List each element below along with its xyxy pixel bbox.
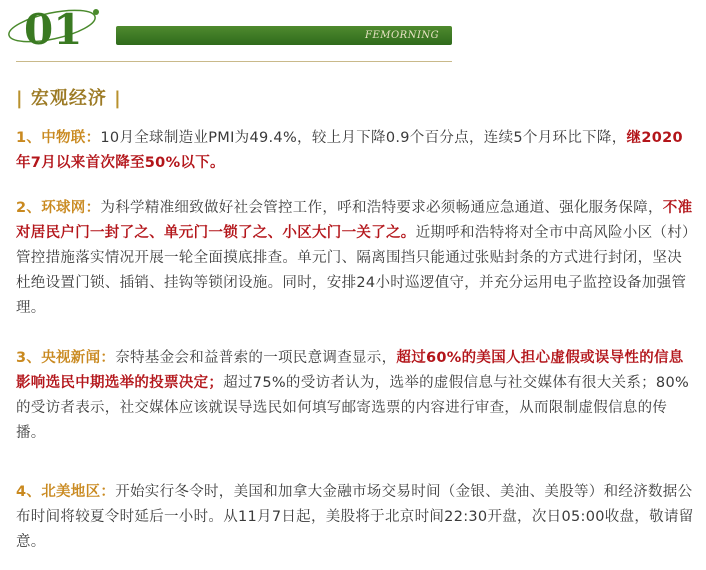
header-divider (16, 61, 452, 62)
section-number: 01 (24, 5, 83, 52)
news-item-4 (16, 480, 696, 555)
news-source: 4、北美地区： (16, 484, 116, 500)
section-number-logo (8, 0, 108, 52)
news-source: 2、环球网： (16, 200, 101, 216)
news-text-cont: 近期呼和浩特将对全市中高风险小区（村）管控措施落实情况开展一轮全面摸底排查。单元门、隔离围挡只能通过张贴封条的方式进行封闭，坚决杜绝设置门锁、插销、挂钩等锁闭设施。同时，安排24小时巡逻值守，并充分运用电子监控设备加强管理。 (16, 225, 690, 316)
news-item-3 (16, 346, 696, 446)
news-text: 10月全球制造业PMI为49.4%，较上月下降0.9个百分点，连续5个月环比下降， (100, 130, 627, 146)
news-source: 1、中物联： (16, 130, 101, 146)
title-text: 宏观经济 (30, 88, 107, 109)
news-text: 奈特基金会和益普索的一项民意调查显示， (115, 350, 397, 366)
news-text: 为科学精准细致做好社会管控工作，呼和浩特要求必须畅通应急通道、强化服务保障， (100, 200, 663, 216)
news-highlight: 超过60%的美国人担心虚假或误导性的信息影响选民中期选举的投票决定； (16, 350, 684, 391)
title-bar-right: | (114, 88, 122, 109)
title-bar-left: | (16, 88, 24, 109)
news-highlight: 不准对居民户门一封了之、单元门一锁了之、小区大门一关了之。 (16, 200, 693, 241)
brand-label: FEMORNING (365, 30, 440, 41)
news-highlight: 继2020年7月以来首次降至50%以下。 (16, 130, 683, 171)
news-item-1 (16, 126, 696, 176)
news-text: 开始实行冬令时，美国和加拿大金融市场交易时间（金银、美油、美股等）和经济数据公布时间将较夏令时延后一小时。从11月7日起，美股将于北京时间22:30开盘，次日05:00收盘，敬请留意。 (16, 484, 694, 550)
news-source: 3、央视新闻： (16, 350, 116, 366)
news-text-cont: 超过75%的受访者认为，选举的虚假信息与社交媒体有很大关系；80%的受访者表示，社交媒体应该就误导选民如何填写邮寄选票的内容进行审查，从而限制虚假信息的传播。 (16, 375, 690, 441)
section-title (16, 84, 122, 110)
news-item-2 (16, 196, 696, 321)
